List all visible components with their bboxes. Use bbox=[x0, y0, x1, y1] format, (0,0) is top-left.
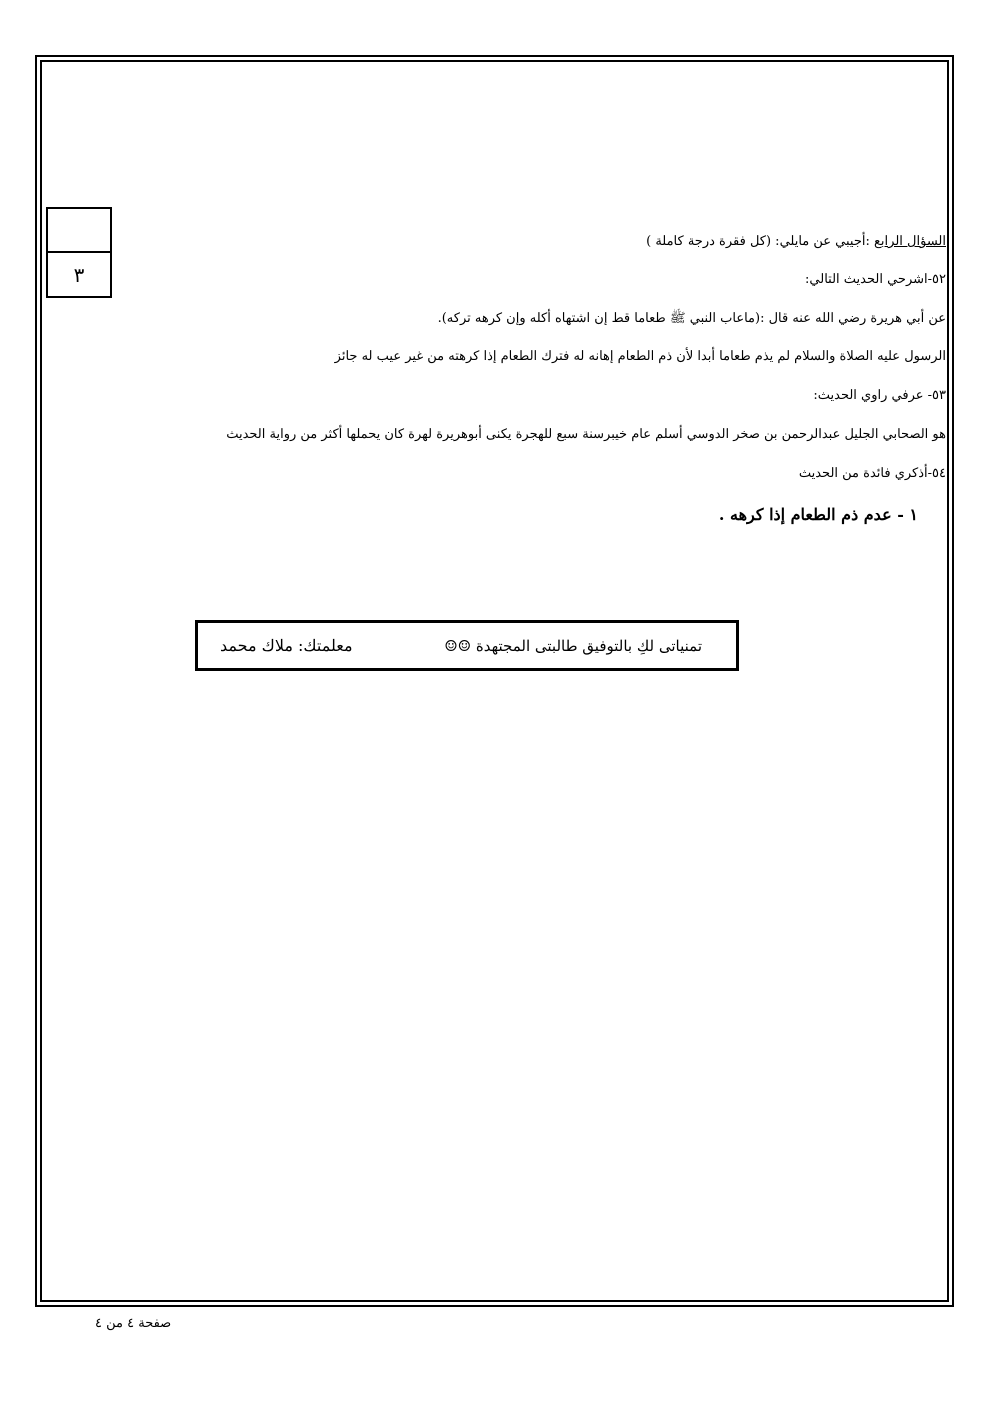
item-53-answer: هو الصحابي الجليل عبدالرحمن بن صخر الدوسي أسلم عام خيبرسنة سبع للهجرة يكنى أبوهريرة لهرة كان يحملها أكثر من رواية الحديث bbox=[226, 427, 946, 442]
item-54-answer: ١ - عدم ذم الطعام إذا كرهه . bbox=[718, 505, 918, 524]
closing-box bbox=[195, 620, 739, 671]
item-52-answer: الرسول عليه الصلاة والسلام لم يذم طعاما أبدا لأن ذم الطعام إهانه له فترك الطعام إذا كرهته من غير عيب له جائز bbox=[334, 349, 946, 364]
score-cell-bottom: ٣ bbox=[46, 251, 112, 298]
item-52-prompt: ٥٢-اشرحي الحديث التالي: bbox=[805, 272, 946, 287]
wish-message: تمنياتى لكِ بالتوفيق طالبتى المجتهدة ☺☺ bbox=[444, 636, 702, 655]
item-53-prompt: ٥٣- عرفي راوي الحديث: bbox=[813, 388, 946, 403]
hadith-text: عن أبي هريرة رضي الله عنه قال :(ماعاب النبي ﷺ طعاما قط إن اشتهاه أكله وإن كرهه تركه). bbox=[437, 311, 946, 326]
score-cell-top bbox=[46, 207, 112, 253]
item-54-prompt: ٥٤-أذكري فائدة من الحديث bbox=[798, 466, 946, 481]
page-number: صفحة ٤ من ٤ bbox=[95, 1316, 172, 1331]
question-title: السؤال الرابع bbox=[874, 234, 946, 249]
question-instruction: :أجيبي عن مايلي: (كل فقرة درجة كاملة ) bbox=[646, 234, 875, 249]
question-heading bbox=[646, 232, 946, 252]
teacher-signature: معلمتك: ملاك محمد bbox=[220, 636, 353, 655]
